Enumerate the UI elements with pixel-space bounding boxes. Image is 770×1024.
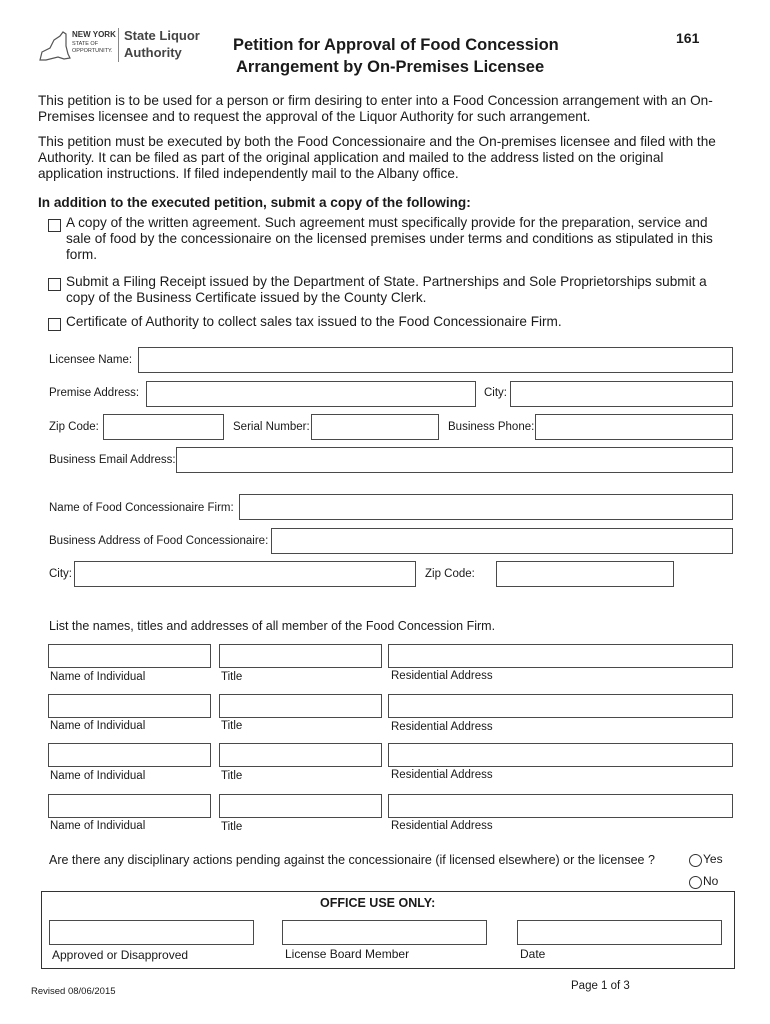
disciplinary-no-label: No	[703, 874, 719, 888]
logo-state-sub: STATE OF	[72, 41, 99, 47]
form-title-line1: Petition for Approval of Food Concession	[233, 36, 559, 54]
concessionaire-zip-field[interactable]	[496, 561, 674, 587]
revised-date: Revised 08/06/2015	[31, 986, 116, 997]
approved-field[interactable]	[49, 920, 254, 945]
office-use-heading: OFFICE USE ONLY:	[320, 896, 436, 910]
board-member-field[interactable]	[282, 920, 487, 945]
member-4-address-caption: Residential Address	[391, 820, 493, 832]
business-phone-field[interactable]	[535, 414, 733, 440]
logo-state-sub2: OPPORTUNITY.	[72, 48, 113, 54]
concessionaire-city-field[interactable]	[74, 561, 416, 587]
member-4-address-field[interactable]	[388, 794, 733, 818]
serial-number-field[interactable]	[311, 414, 439, 440]
business-phone-label: Business Phone:	[448, 421, 535, 433]
member-2-title-field[interactable]	[219, 694, 382, 718]
member-1-name-caption: Name of Individual	[50, 671, 146, 683]
member-4-name-caption: Name of Individual	[50, 820, 146, 832]
concessionaire-zip-label: Zip Code:	[425, 568, 475, 580]
logo-state-name: NEW YORK	[72, 30, 116, 39]
member-3-title-caption: Title	[221, 770, 243, 782]
member-4-title-field[interactable]	[219, 794, 382, 818]
concessionaire-address-label: Business Address of Food Concessionaire:	[49, 535, 269, 547]
logo-agency-line1: State Liquor	[124, 28, 200, 43]
member-3-title-field[interactable]	[219, 743, 382, 767]
member-1-address-field[interactable]	[388, 644, 733, 668]
business-email-label: Business Email Address:	[49, 454, 176, 466]
member-2-title-caption: Title	[221, 720, 243, 732]
requirement-checkbox-1[interactable]	[48, 219, 61, 232]
premise-address-label: Premise Address:	[49, 387, 140, 399]
member-3-name-caption: Name of Individual	[50, 770, 146, 782]
member-1-title-field[interactable]	[219, 644, 382, 668]
form-title-line2: Arrangement by On-Premises Licensee	[236, 58, 545, 76]
member-1-address-caption: Residential Address	[391, 670, 493, 682]
date-field[interactable]	[517, 920, 722, 945]
approved-caption: Approved or Disapproved	[52, 948, 189, 962]
page-number: Page 1 of 3	[571, 980, 630, 992]
requirements-heading: In addition to the executed petition, submit a copy of the following:	[38, 195, 471, 210]
board-member-caption: License Board Member	[285, 947, 410, 961]
member-2-name-caption: Name of Individual	[50, 720, 146, 732]
member-1-title-caption: Title	[221, 671, 243, 683]
disciplinary-no-radio[interactable]	[689, 876, 702, 889]
business-email-field[interactable]	[176, 447, 733, 473]
concessionaire-firm-field[interactable]	[239, 494, 733, 520]
licensee-city-field[interactable]	[510, 381, 733, 407]
requirement-checkbox-3[interactable]	[48, 318, 61, 331]
concessionaire-city-label: City:	[49, 568, 72, 580]
requirement-item-2: Submit a Filing Receipt issued by the Department of State. Partnerships and Sole Proprietorships submit a copy of the Business Certificate issued by the County Clerk.	[66, 274, 707, 305]
requirement-item-1: A copy of the written agreement. Such agreement must specifically provide for the preparation, service and sale of food by the concessionaire on the licensed premises under terms and conditions as stipulated in this form.	[66, 215, 713, 262]
members-heading: List the names, titles and addresses of all member of the Food Concession Firm.	[49, 619, 496, 633]
concessionaire-address-field[interactable]	[271, 528, 733, 554]
licensee-city-label: City:	[484, 387, 507, 399]
intro-paragraph-2: This petition must be executed by both the Food Concessionaire and the On-premises licensee and filed with the Authority. It can be filed as part of the original application and mailed to the address listed on the original application instructions. If filed independently mail to the Albany office.	[38, 134, 716, 181]
disciplinary-yes-radio[interactable]	[689, 854, 702, 867]
member-3-address-field[interactable]	[388, 743, 733, 767]
member-1-name-field[interactable]	[48, 644, 211, 668]
nys-logo	[36, 26, 206, 70]
member-2-name-field[interactable]	[48, 694, 211, 718]
licensee-name-field[interactable]	[138, 347, 733, 373]
licensee-zip-label: Zip Code:	[49, 421, 99, 433]
intro-paragraph-1: This petition is to be used for a person or firm desiring to enter into a Food Concession arrangement with an On-Premises licensee and to request the approval of the Liquor Authority for such arrangement.	[38, 93, 713, 124]
disciplinary-question: Are there any disciplinary actions pending against the concessionaire (if licensed elsewhere) or the licensee ?	[49, 853, 655, 867]
form-number: 161	[676, 30, 700, 46]
serial-number-label: Serial Number:	[233, 421, 310, 433]
logo-divider	[118, 28, 119, 62]
new-york-state-map-icon	[36, 30, 72, 64]
member-2-address-caption: Residential Address	[391, 721, 493, 733]
member-4-title-caption: Title	[221, 821, 243, 833]
requirement-item-3: Certificate of Authority to collect sales tax issued to the Food Concessionaire Firm.	[66, 314, 562, 329]
member-3-address-caption: Residential Address	[391, 769, 493, 781]
licensee-name-label: Licensee Name:	[49, 354, 133, 366]
member-3-name-field[interactable]	[48, 743, 211, 767]
concessionaire-firm-label: Name of Food Concessionaire Firm:	[49, 502, 234, 514]
member-4-name-field[interactable]	[48, 794, 211, 818]
premise-address-field[interactable]	[146, 381, 476, 407]
member-2-address-field[interactable]	[388, 694, 733, 718]
logo-agency-line2: Authority	[124, 45, 182, 60]
disciplinary-yes-label: Yes	[703, 852, 723, 866]
requirement-checkbox-2[interactable]	[48, 278, 61, 291]
date-caption: Date	[520, 947, 546, 961]
licensee-zip-field[interactable]	[103, 414, 224, 440]
